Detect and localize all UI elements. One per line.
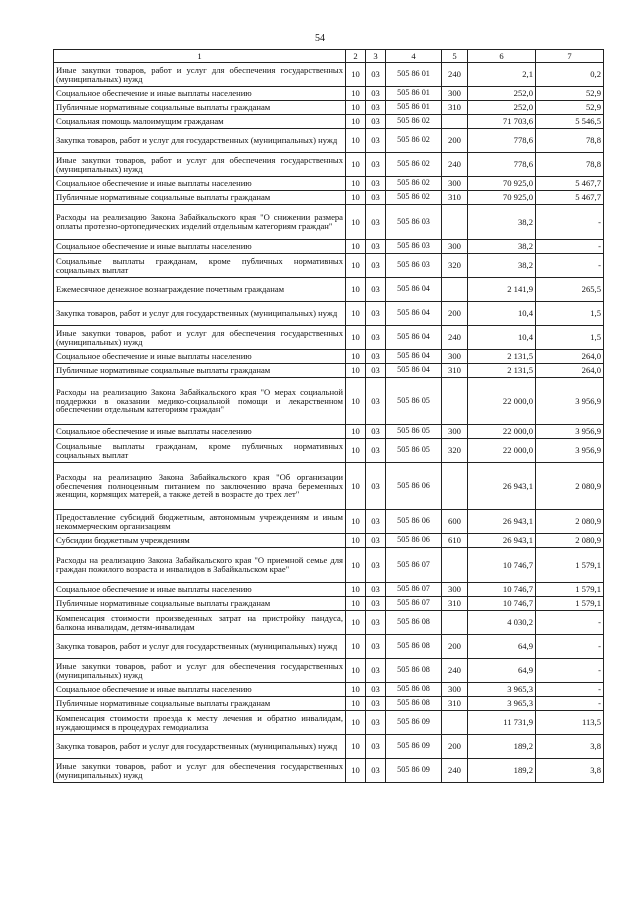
table-row [54,101,604,115]
item-name: Компенсация стоимости произведенных затрат на пристройку пандуса, балкона инвалидам, детям-инвалидам [54,611,346,635]
planned-amount: 778,6 [468,153,536,177]
section-code: 10 [346,191,366,205]
target-article-code: 505 86 07 [386,548,442,583]
target-article-code: 505 86 06 [386,510,442,534]
target-article-code: 505 86 07 [386,597,442,611]
section-code: 10 [346,583,366,597]
subsection-code: 03 [366,63,386,87]
section-code: 10 [346,378,366,425]
executed-amount: 78,8 [536,153,604,177]
table-row [54,350,604,364]
table-row [54,463,604,510]
planned-amount: 2 131,5 [468,350,536,364]
executed-amount: 2 080,9 [536,463,604,510]
section-code: 10 [346,302,366,326]
item-name: Иные закупки товаров, работ и услуг для обеспечения государственных (муниципальных) нужд [54,63,346,87]
target-article-code: 505 86 01 [386,87,442,101]
expense-type-code: 600 [442,510,468,534]
executed-amount: 3 956,9 [536,425,604,439]
budget-table [53,49,604,783]
planned-amount: 10,4 [468,326,536,350]
expense-type-code: 310 [442,597,468,611]
expense-type-code: 320 [442,439,468,463]
table-row [54,129,604,153]
item-name: Иные закупки товаров, работ и услуг для обеспечения государственных (муниципальных) нужд [54,153,346,177]
item-name: Расходы на реализацию Закона Забайкальского края "О мерах социальной поддержки в оказании медико-социальной помощи и лекарственном обеспечении отдельным категориям граждан" [54,378,346,425]
section-code: 10 [346,364,366,378]
expense-type-code [442,378,468,425]
item-name: Расходы на реализацию Закона Забайкальского края "О приемной семье для граждан пожилого возраста и инвалидов в Забайкальском крае" [54,548,346,583]
section-code: 10 [346,711,366,735]
table-row [54,683,604,697]
expense-type-code: 310 [442,364,468,378]
planned-amount: 64,9 [468,659,536,683]
table-row [54,115,604,129]
item-name: Иные закупки товаров, работ и услуг для обеспечения государственных (муниципальных) нужд [54,759,346,783]
expense-type-code [442,278,468,302]
planned-amount: 2,1 [468,63,536,87]
expense-type-code: 200 [442,302,468,326]
subsection-code: 03 [366,510,386,534]
target-article-code: 505 86 08 [386,683,442,697]
item-name: Социальная помощь малоимущим гражданам [54,115,346,129]
subsection-code: 03 [366,115,386,129]
executed-amount: - [536,697,604,711]
table-row [54,583,604,597]
planned-amount: 26 943,1 [468,510,536,534]
subsection-code: 03 [366,302,386,326]
item-name: Социальное обеспечение и иные выплаты населению [54,683,346,697]
subsection-code: 03 [366,463,386,510]
page-number: 54 [315,33,325,44]
section-code: 10 [346,129,366,153]
expense-type-code: 300 [442,240,468,254]
section-code: 10 [346,635,366,659]
subsection-code: 03 [366,240,386,254]
item-name: Иные закупки товаров, работ и услуг для обеспечения государственных (муниципальных) нужд [54,326,346,350]
planned-amount: 10 746,7 [468,548,536,583]
table-row [54,659,604,683]
subsection-code: 03 [366,683,386,697]
item-name: Субсидии бюджетным учреждениям [54,534,346,548]
subsection-code: 03 [366,425,386,439]
subsection-code: 03 [366,326,386,350]
item-name: Ежемесячное денежное вознаграждение почетным гражданам [54,278,346,302]
expense-type-code: 300 [442,683,468,697]
table-row [54,378,604,425]
table-header-row [54,50,604,63]
expense-type-code: 300 [442,425,468,439]
section-code: 10 [346,240,366,254]
planned-amount: 10 746,7 [468,583,536,597]
item-name: Публичные нормативные социальные выплаты гражданам [54,191,346,205]
planned-amount: 10 746,7 [468,597,536,611]
table-row [54,711,604,735]
executed-amount: - [536,240,604,254]
item-name: Социальное обеспечение и иные выплаты населению [54,350,346,364]
planned-amount: 71 703,6 [468,115,536,129]
planned-amount: 10,4 [468,302,536,326]
column-header: 3 [366,50,386,63]
section-code: 10 [346,101,366,115]
expense-type-code: 310 [442,697,468,711]
target-article-code: 505 86 04 [386,278,442,302]
table-row [54,326,604,350]
table-row [54,302,604,326]
executed-amount: 264,0 [536,350,604,364]
item-name: Социальное обеспечение и иные выплаты населению [54,177,346,191]
table-row [54,205,604,240]
subsection-code: 03 [366,697,386,711]
section-code: 10 [346,177,366,191]
executed-amount: 1,5 [536,326,604,350]
subsection-code: 03 [366,101,386,115]
target-article-code: 505 86 09 [386,759,442,783]
planned-amount: 22 000,0 [468,439,536,463]
expense-type-code [442,611,468,635]
target-article-code: 505 86 02 [386,177,442,191]
item-name: Социальное обеспечение и иные выплаты населению [54,425,346,439]
subsection-code: 03 [366,597,386,611]
executed-amount: 5 467,7 [536,177,604,191]
section-code: 10 [346,510,366,534]
table-row [54,534,604,548]
subsection-code: 03 [366,129,386,153]
target-article-code: 505 86 03 [386,254,442,278]
planned-amount: 4 030,2 [468,611,536,635]
table-row [54,439,604,463]
subsection-code: 03 [366,177,386,191]
planned-amount: 22 000,0 [468,425,536,439]
subsection-code: 03 [366,191,386,205]
subsection-code: 03 [366,205,386,240]
table-row [54,759,604,783]
section-code: 10 [346,659,366,683]
subsection-code: 03 [366,611,386,635]
executed-amount: 3 956,9 [536,439,604,463]
section-code: 10 [346,759,366,783]
planned-amount: 189,2 [468,735,536,759]
table-row [54,254,604,278]
table-row [54,87,604,101]
item-name: Социальные выплаты гражданам, кроме публичных нормативных социальных выплат [54,254,346,278]
target-article-code: 505 86 02 [386,153,442,177]
column-header: 6 [468,50,536,63]
expense-type-code [442,205,468,240]
target-article-code: 505 86 09 [386,735,442,759]
section-code: 10 [346,735,366,759]
subsection-code: 03 [366,735,386,759]
target-article-code: 505 86 02 [386,115,442,129]
target-article-code: 505 86 08 [386,611,442,635]
section-code: 10 [346,87,366,101]
executed-amount: 0,2 [536,63,604,87]
table-row [54,548,604,583]
expense-type-code: 300 [442,87,468,101]
table-row [54,597,604,611]
section-code: 10 [346,63,366,87]
planned-amount: 22 000,0 [468,378,536,425]
expense-type-code [442,711,468,735]
column-header: 1 [54,50,346,63]
planned-amount: 26 943,1 [468,463,536,510]
executed-amount: 3,8 [536,759,604,783]
item-name: Расходы на реализацию Закона Забайкальского края "О снижении размера оплаты протезно-ортопедических изделий отдельным категориям граждан" [54,205,346,240]
target-article-code: 505 86 08 [386,659,442,683]
executed-amount: 3 956,9 [536,378,604,425]
subsection-code: 03 [366,364,386,378]
expense-type-code: 300 [442,583,468,597]
executed-amount: 264,0 [536,364,604,378]
section-code: 10 [346,611,366,635]
subsection-code: 03 [366,659,386,683]
table-row [54,735,604,759]
target-article-code: 505 86 08 [386,697,442,711]
target-article-code: 505 86 05 [386,439,442,463]
subsection-code: 03 [366,711,386,735]
target-article-code: 505 86 04 [386,326,442,350]
subsection-code: 03 [366,254,386,278]
expense-type-code: 200 [442,129,468,153]
item-name: Публичные нормативные социальные выплаты гражданам [54,697,346,711]
executed-amount: 265,5 [536,278,604,302]
executed-amount: - [536,205,604,240]
executed-amount: - [536,254,604,278]
subsection-code: 03 [366,583,386,597]
executed-amount: - [536,683,604,697]
table-row [54,191,604,205]
expense-type-code [442,463,468,510]
target-article-code: 505 86 01 [386,63,442,87]
expense-type-code: 310 [442,191,468,205]
item-name: Закупка товаров, работ и услуг для государственных (муниципальных) нужд [54,302,346,326]
target-article-code: 505 86 03 [386,240,442,254]
expense-type-code: 240 [442,759,468,783]
planned-amount: 38,2 [468,254,536,278]
target-article-code: 505 86 08 [386,635,442,659]
target-article-code: 505 86 05 [386,378,442,425]
subsection-code: 03 [366,534,386,548]
expense-type-code: 200 [442,635,468,659]
subsection-code: 03 [366,635,386,659]
executed-amount: 113,5 [536,711,604,735]
executed-amount: 1 579,1 [536,583,604,597]
section-code: 10 [346,350,366,364]
planned-amount: 26 943,1 [468,534,536,548]
subsection-code: 03 [366,350,386,364]
section-code: 10 [346,683,366,697]
planned-amount: 64,9 [468,635,536,659]
subsection-code: 03 [366,153,386,177]
planned-amount: 2 131,5 [468,364,536,378]
target-article-code: 505 86 01 [386,101,442,115]
item-name: Расходы на реализацию Закона Забайкальского края "Об организации обеспечения полноценным питанием по заключению врача беременных женщин, кормящих матерей, а также детей в возрасте до трех лет" [54,463,346,510]
item-name: Предоставление субсидий бюджетным, автономным учреждениям и иным некоммерческим организациям [54,510,346,534]
section-code: 10 [346,278,366,302]
executed-amount: 1,5 [536,302,604,326]
target-article-code: 505 86 05 [386,425,442,439]
target-article-code: 505 86 02 [386,129,442,153]
item-name: Закупка товаров, работ и услуг для государственных (муниципальных) нужд [54,735,346,759]
executed-amount: 3,8 [536,735,604,759]
section-code: 10 [346,326,366,350]
target-article-code: 505 86 06 [386,463,442,510]
planned-amount: 3 965,3 [468,683,536,697]
expense-type-code: 300 [442,350,468,364]
executed-amount: - [536,659,604,683]
expense-type-code: 240 [442,326,468,350]
table-row [54,63,604,87]
subsection-code: 03 [366,278,386,302]
executed-amount: 2 080,9 [536,510,604,534]
table-row [54,611,604,635]
executed-amount: 1 579,1 [536,597,604,611]
expense-type-code: 200 [442,735,468,759]
item-name: Публичные нормативные социальные выплаты гражданам [54,364,346,378]
item-name: Социальное обеспечение и иные выплаты населению [54,87,346,101]
item-name: Социальное обеспечение и иные выплаты населению [54,583,346,597]
planned-amount: 252,0 [468,101,536,115]
subsection-code: 03 [366,378,386,425]
executed-amount: 5 546,5 [536,115,604,129]
column-header: 4 [386,50,442,63]
table-row [54,635,604,659]
section-code: 10 [346,115,366,129]
target-article-code: 505 86 06 [386,534,442,548]
planned-amount: 252,0 [468,87,536,101]
table-row [54,425,604,439]
subsection-code: 03 [366,439,386,463]
subsection-code: 03 [366,87,386,101]
expense-type-code [442,115,468,129]
expense-type-code: 310 [442,101,468,115]
item-name: Компенсация стоимости проезда к месту лечения и обратно инвалидам, нуждающимся в процедурах гемодиализа [54,711,346,735]
expense-type-code: 320 [442,254,468,278]
subsection-code: 03 [366,548,386,583]
section-code: 10 [346,534,366,548]
item-name: Социальные выплаты гражданам, кроме публичных нормативных социальных выплат [54,439,346,463]
executed-amount: 78,8 [536,129,604,153]
expense-type-code: 610 [442,534,468,548]
expense-type-code [442,548,468,583]
expense-type-code: 240 [442,63,468,87]
target-article-code: 505 86 07 [386,583,442,597]
section-code: 10 [346,597,366,611]
table-row [54,697,604,711]
planned-amount: 38,2 [468,240,536,254]
executed-amount: 5 467,7 [536,191,604,205]
table-row [54,153,604,177]
item-name: Публичные нормативные социальные выплаты гражданам [54,597,346,611]
planned-amount: 3 965,3 [468,697,536,711]
target-article-code: 505 86 03 [386,205,442,240]
column-header: 2 [346,50,366,63]
executed-amount: 1 579,1 [536,548,604,583]
table-row [54,364,604,378]
expense-type-code: 240 [442,153,468,177]
item-name: Публичные нормативные социальные выплаты гражданам [54,101,346,115]
planned-amount: 70 925,0 [468,177,536,191]
executed-amount: 52,9 [536,87,604,101]
planned-amount: 2 141,9 [468,278,536,302]
target-article-code: 505 86 09 [386,711,442,735]
expense-type-code: 240 [442,659,468,683]
subsection-code: 03 [366,759,386,783]
section-code: 10 [346,205,366,240]
executed-amount: 2 080,9 [536,534,604,548]
item-name: Закупка товаров, работ и услуг для государственных (муниципальных) нужд [54,129,346,153]
section-code: 10 [346,463,366,510]
column-header: 7 [536,50,604,63]
column-header: 5 [442,50,468,63]
section-code: 10 [346,153,366,177]
table-row [54,278,604,302]
section-code: 10 [346,697,366,711]
section-code: 10 [346,548,366,583]
table-row [54,510,604,534]
section-code: 10 [346,254,366,278]
planned-amount: 11 731,9 [468,711,536,735]
table-body [54,63,604,783]
expense-type-code: 300 [442,177,468,191]
planned-amount: 189,2 [468,759,536,783]
planned-amount: 778,6 [468,129,536,153]
target-article-code: 505 86 04 [386,364,442,378]
section-code: 10 [346,439,366,463]
table-row [54,177,604,191]
target-article-code: 505 86 02 [386,191,442,205]
item-name: Социальное обеспечение и иные выплаты населению [54,240,346,254]
planned-amount: 70 925,0 [468,191,536,205]
executed-amount: 52,9 [536,101,604,115]
executed-amount: - [536,611,604,635]
item-name: Закупка товаров, работ и услуг для государственных (муниципальных) нужд [54,635,346,659]
table-row [54,240,604,254]
executed-amount: - [536,635,604,659]
planned-amount: 38,2 [468,205,536,240]
target-article-code: 505 86 04 [386,302,442,326]
item-name: Иные закупки товаров, работ и услуг для обеспечения государственных (муниципальных) нужд [54,659,346,683]
section-code: 10 [346,425,366,439]
target-article-code: 505 86 04 [386,350,442,364]
